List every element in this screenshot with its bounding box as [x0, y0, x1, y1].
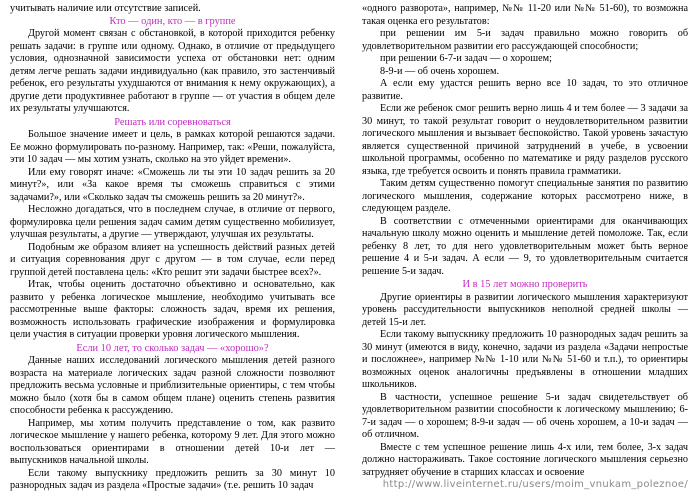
paragraph: Или ему говорят иначе: «Сможешь ли ты эти 10 задач решить за 20 минут?», или «За какое время ты сможешь справиться с этими задачами?», или «Сколько задач ты сможешь решить за 20 минут?». — [10, 166, 335, 203]
paragraph: Итак, чтобы оценить достаточно объективно и основательно, как развито у ребенка логическое мышление, необходимо учитывать все рассмотренные выше факторы: сложность задач, время их решения, возможность использовать графические изображения и формулировка цели участия в ситуации проверки уровня логического мышления. — [10, 279, 335, 340]
section-heading — [10, 16, 335, 29]
section-heading-text: И в 15 лет можно проверить — [462, 279, 588, 290]
paragraph: Если такому выпускнику предложить решить за 30 минут 10 разнородных задач из раздела «Простые задачи» (т.е. решить 10 задач — [10, 467, 335, 491]
paragraph: Например, мы хотим получить представление о том, как развито логическое мышление у нашего ребенка, которому 9 лет. Для этого можно воспользоваться ориентирами в отношении детей 10-и лет — выпускников начальной школы. — [10, 417, 335, 466]
left-page — [10, 3, 335, 493]
paragraph: Другие ориентиры в развитии логического мышления характеризуют уровень рассудительности выпускников неполной средней школы — детей 15-и лет. — [362, 291, 688, 328]
paragraph: В частности, успешное решение 5-и задач свидетельствует об удовлетворительном развитии способности к логическому мышлению; 6-7-и задач — о хорошем; 8-9-и задач — об очень хорошем, а 10-и задач — об отличном. — [362, 391, 688, 440]
paragraph: при решении 6-7-и задач — о хорошем; — [380, 53, 552, 64]
paragraph: 8-9-и — об очень хорошем. — [380, 65, 499, 77]
paragraph: при решении им 5-и задач правильно можно говорить об удовлетворительном развитии его рассуждающей способности; — [362, 28, 688, 52]
section-heading-text: Если 10 лет, то сколько задач — «хорошо»? — [76, 342, 269, 354]
paragraph: Таким детям существенно помогут специальные занятия по развитию логического мышления, содержание которых рассмотрено ниже, в следующем разделе. — [362, 178, 688, 214]
section-heading — [10, 117, 335, 130]
section-heading — [10, 343, 335, 356]
paragraph: Несложно догадаться, что в последнем случае, в отличие от первого, формулировка цели решения задач самим детям существенно мобилизует, улучшая результаты, а другие — утверждают, улучшая их результаты. — [10, 204, 335, 240]
paragraph: Вместе с тем успешное решение лишь 4-х или, тем более, 3-х задач должно настораживать. Такое состояние логического мышления серьезно затрудняет обучение в старших классах и освоение — [362, 441, 688, 478]
section-heading-text: Решать или соревноваться — [114, 116, 231, 128]
paragraph: Если такому выпускнику предложить 10 разнородных задач решить за 30 минут (имеются в виду, конечно, задачи из раздела «Задачи непростые и посложнее», например №№ 1-10 или №№ 51-60 и т.п.), то ориентиры возможных оценок аналогичны предъявлены в отношении младших школьников. — [362, 329, 688, 390]
paragraph: Большое значение имеет и цель, в рамках которой решаются задачи. Ее можно формулировать по-разному. Например, так: «Реши, пожалуйста, эти 10 задач — мы хотим узнать, сколько на это уйдет времени». — [10, 129, 335, 165]
paragraph: А если ему удастся решить верно все 10 задач, то это отличное развитие. — [362, 78, 688, 102]
right-page — [362, 3, 688, 479]
paragraph: Другой момент связан с обстановкой, в которой приходится ребенку решать задачи: в группе или одному. Однако, в отличие от предыдущего условия, однозначной зависимости успеха от обстановки нет: одним детям легче решать задачи индивидуально (как правило, это застенчивый ребенок, его результаты ухудшаются от внимания к нему окружающих), а другие дети продуктивнее работают в группе — от участия в общем деле их результаты улучшаются. — [10, 28, 335, 114]
paragraph: учитывать наличие или отсутствие записей. — [10, 3, 201, 14]
paragraph: Если же ребенок смог решить верно лишь 4 и тем более — 3 задачи за 30 минут, то такой результат говорит о неудовлетворительном развитии логического мышления и вызывает беспокойство. Такой уровень зачастую является существенной причиной затруднений в учебе, в усвоении школьной программы, особенно по математике и ряду разделов русского языка, где требуется освоить и понять правила грамматики. — [362, 103, 688, 177]
section-heading-text: Кто — один, кто — в группе — [109, 15, 236, 27]
paragraph: Подобным же образом влияет на успешность действий разных детей и ситуация соревнования друг с другом — в том случае, если перед группой детей поставлена цель: «Кто решит эти задачи быстрее всех?». — [10, 241, 335, 278]
paragraph: «одного разворота», например, №№ 11-20 или №№ 51-60), то возможна такая оценка его результатов: — [362, 3, 688, 27]
source-url-watermark: http://www.liveinternet.ru/users/moim_vnukam_poleznoe/ — [382, 479, 688, 490]
section-heading — [362, 279, 688, 292]
paragraph: Данные наших исследований логического мышления детей разного возраста на материале логических задач разной сложности позволяют предложить весьма условные и приблизительные ориентиры, с тем чтобы можно было (хотя бы в самом общем плане) оценить степень развития способности ребенка к рассуждению. — [10, 355, 335, 416]
paragraph: В соответствии с отмеченными ориентирами для оканчивающих начальную школу можно оценить и мышление детей помоложе. Так, если ребенку 8 лет, то для него удовлетворительным может быть верное решение 4 и 5-и задач. А если — 9, то удовлетворительным считается решение 5-и задач. — [362, 215, 688, 277]
